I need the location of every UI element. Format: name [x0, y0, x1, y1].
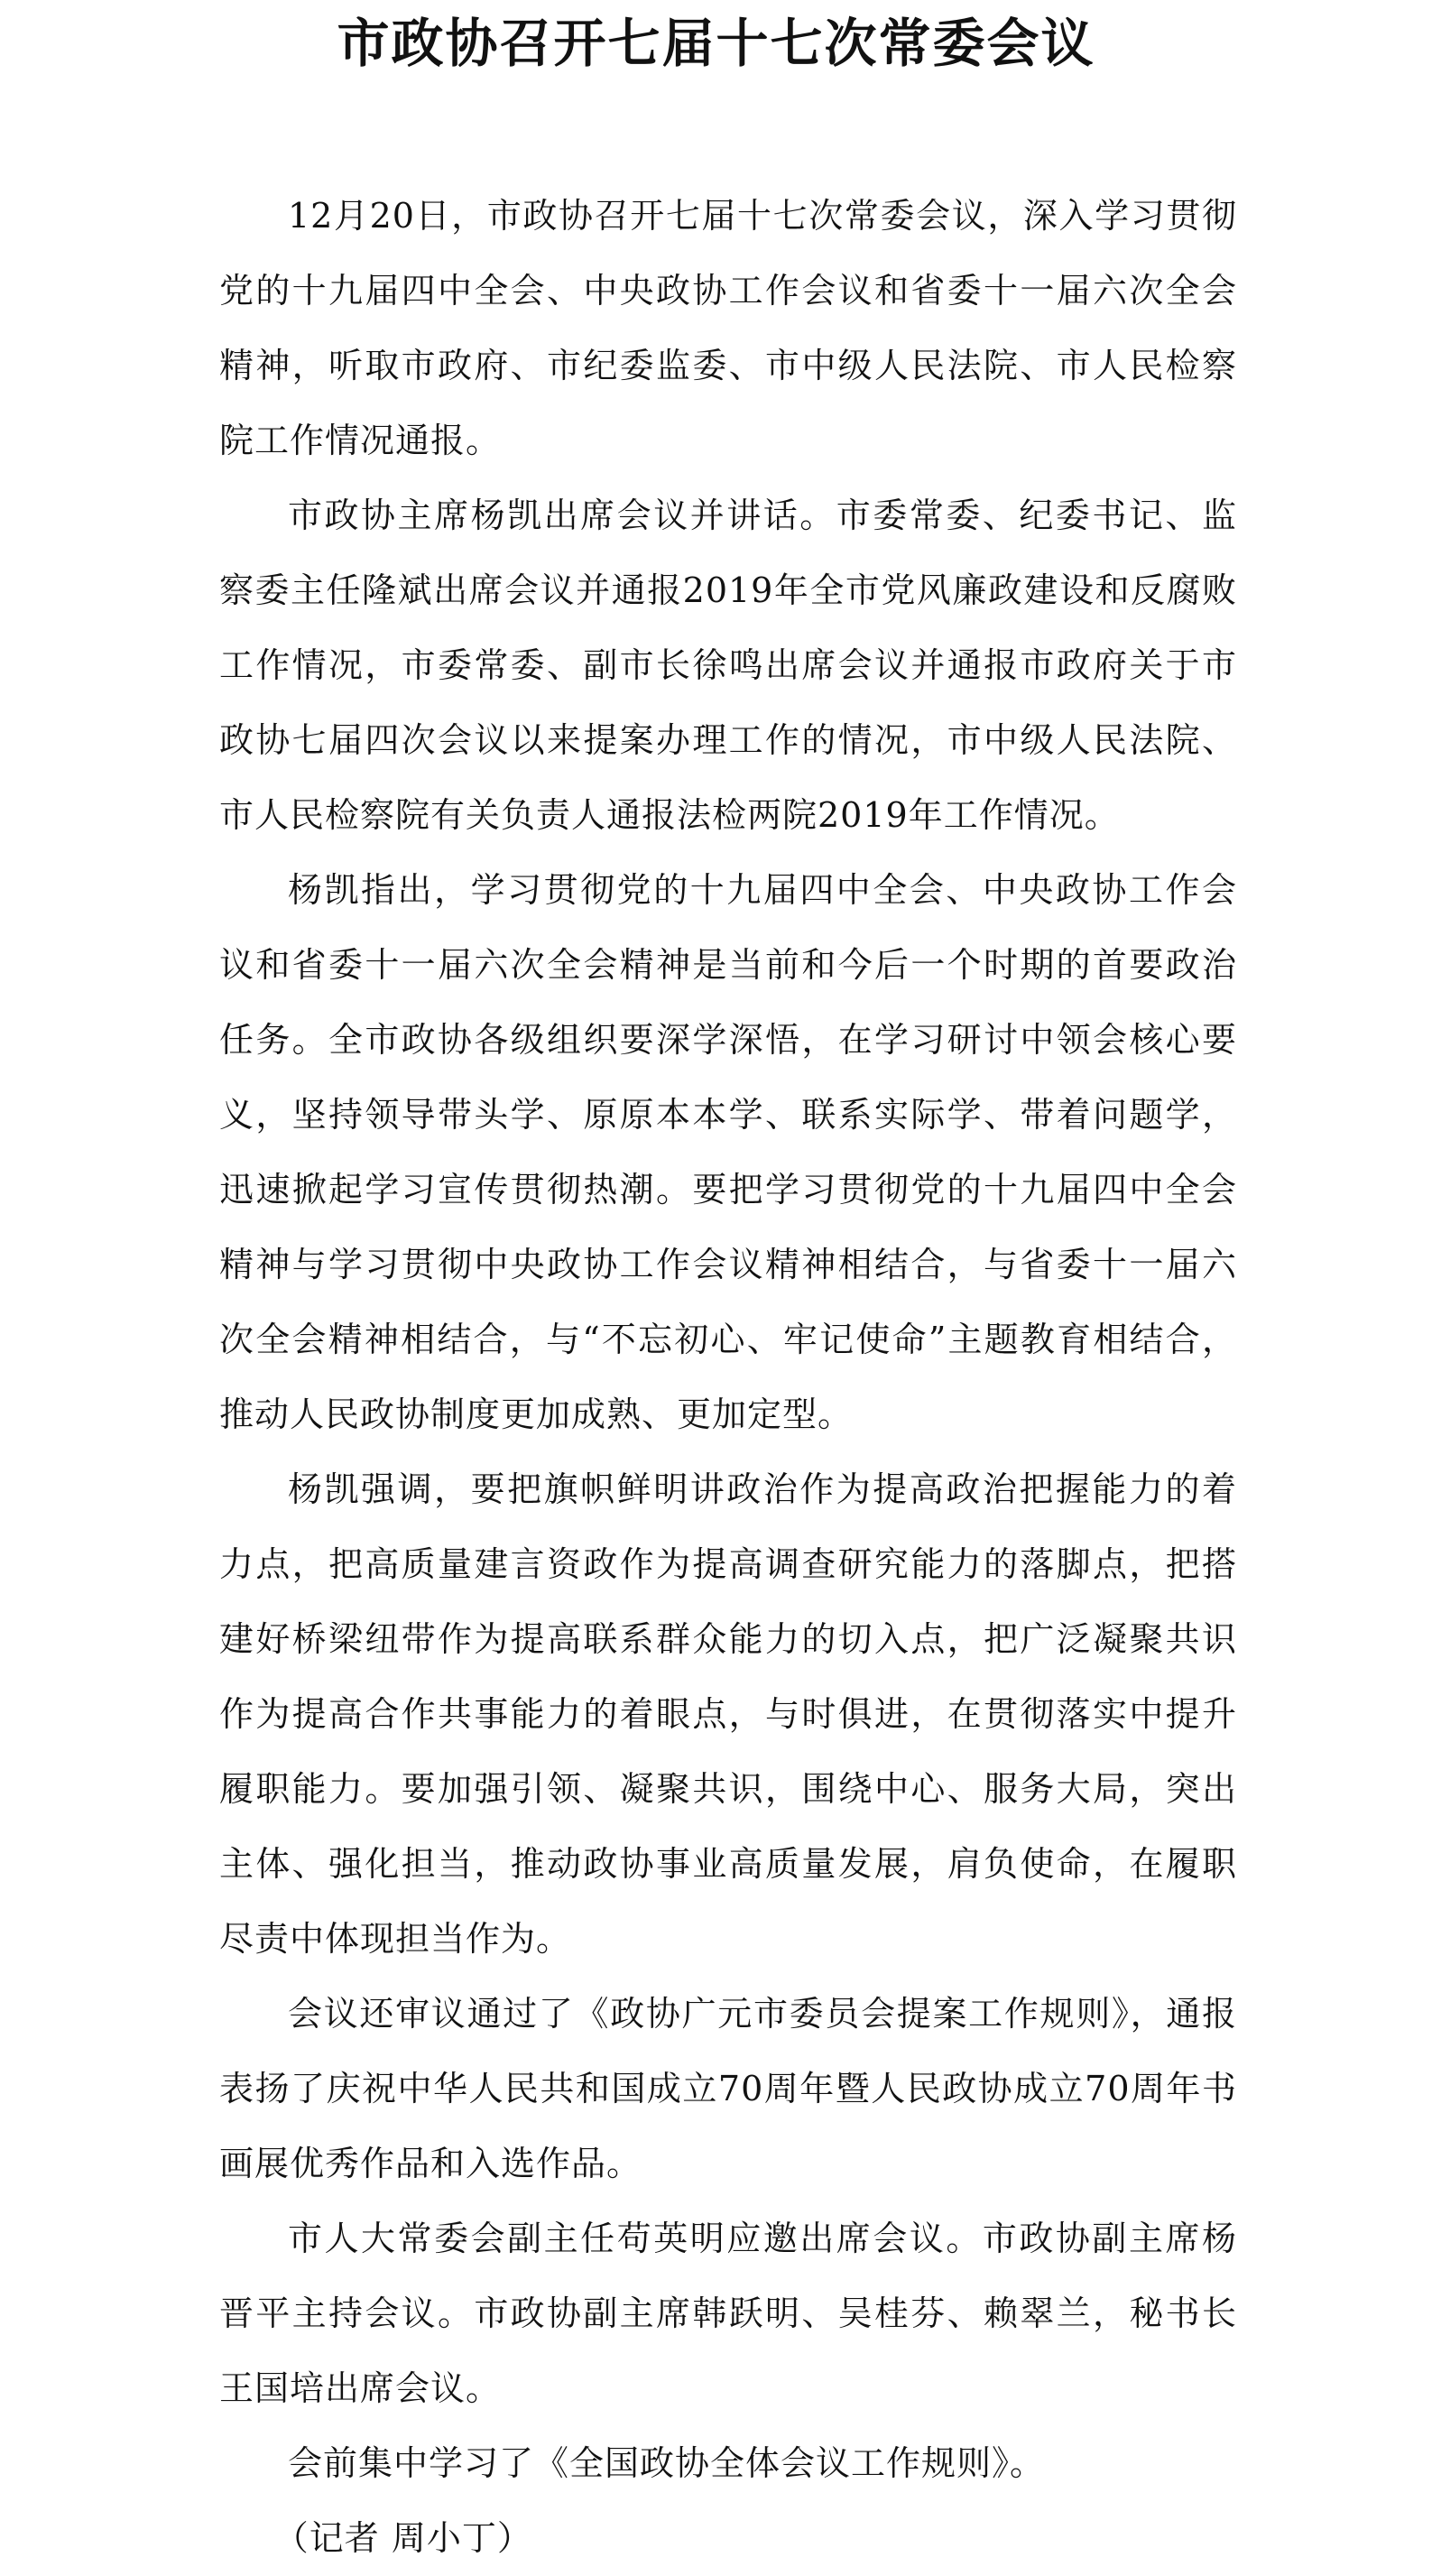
article-paragraph: 12月20日，市政协召开七届十七次常委会议，深入学习贯彻党的十九届四中全会、中央政协工作会议和省委十一届六次全会精神，听取市政府、市纪委监委、市中级人民法院、市人民检察院工作情况通报。: [219, 196, 1237, 460]
article-paragraph: 杨凯强调，要把旗帜鲜明讲政治作为提高政治把握能力的着力点，把高质量建言资政作为提高调查研究能力的落脚点，把搭建好桥梁纽带作为提高联系群众能力的切入点，把广泛凝聚共识作为提高合作共事能力的着眼点，与时俱进，在贯彻落实中提升履职能力。要加强引领、凝聚共识，围绕中心、服务大局，突出主体、强化担当，推动政协事业高质量发展，肩负使命，在履职尽责中体现担当作为。: [219, 1469, 1237, 1959]
article-paragraph: 市政协主席杨凯出席会议并讲话。市委常委、纪委书记、监察委主任隆斌出席会议并通报2019年全市党风廉政建设和反腐败工作情况，市委常委、副市长徐鸣出席会议并通报市政府关于市政协七届四次会议以来提案办理工作的情况，市中级人民法院、市人民检察院有关负责人通报法检两院2019年工作情况。: [219, 496, 1237, 835]
article-body: [219, 179, 1237, 2576]
article-title: 市政协召开七届十七次常委会议: [337, 13, 1095, 74]
article-paragraph: 杨凯指出，学习贯彻党的十九届四中全会、中央政协工作会议和省委十一届六次全会精神是当前和今后一个时期的首要政治任务。全市政协各级组织要深学深悟，在学习研讨中领会核心要义，坚持领导带头学、原原本本学、联系实际学、带着问题学，迅速掀起学习宣传贯彻热潮。要把学习贯彻党的十九届四中全会精神与学习贯彻中央政协工作会议精神相结合，与省委十一届六次全会精神相结合，与“不忘初心、牢记使命”主题教育相结合，推动人民政协制度更加成熟、更加定型。: [219, 870, 1237, 1434]
article-byline: （记者 周小丁）: [273, 2518, 532, 2558]
article-paragraph: 会议还审议通过了《政协广元市委员会提案工作规则》，通报表扬了庆祝中华人民共和国成立70周年暨人民政协成立70周年书画展优秀作品和入选作品。: [219, 1994, 1237, 2183]
article-paragraph: 市人大常委会副主任苟英明应邀出席会议。市政协副主席杨晋平主持会议。市政协副主席韩跃明、吴桂芬、赖翠兰，秘书长王国培出席会议。: [219, 2219, 1237, 2408]
article-paragraph: 会前集中学习了《全国政协全体会议工作规则》。: [288, 2443, 1046, 2483]
